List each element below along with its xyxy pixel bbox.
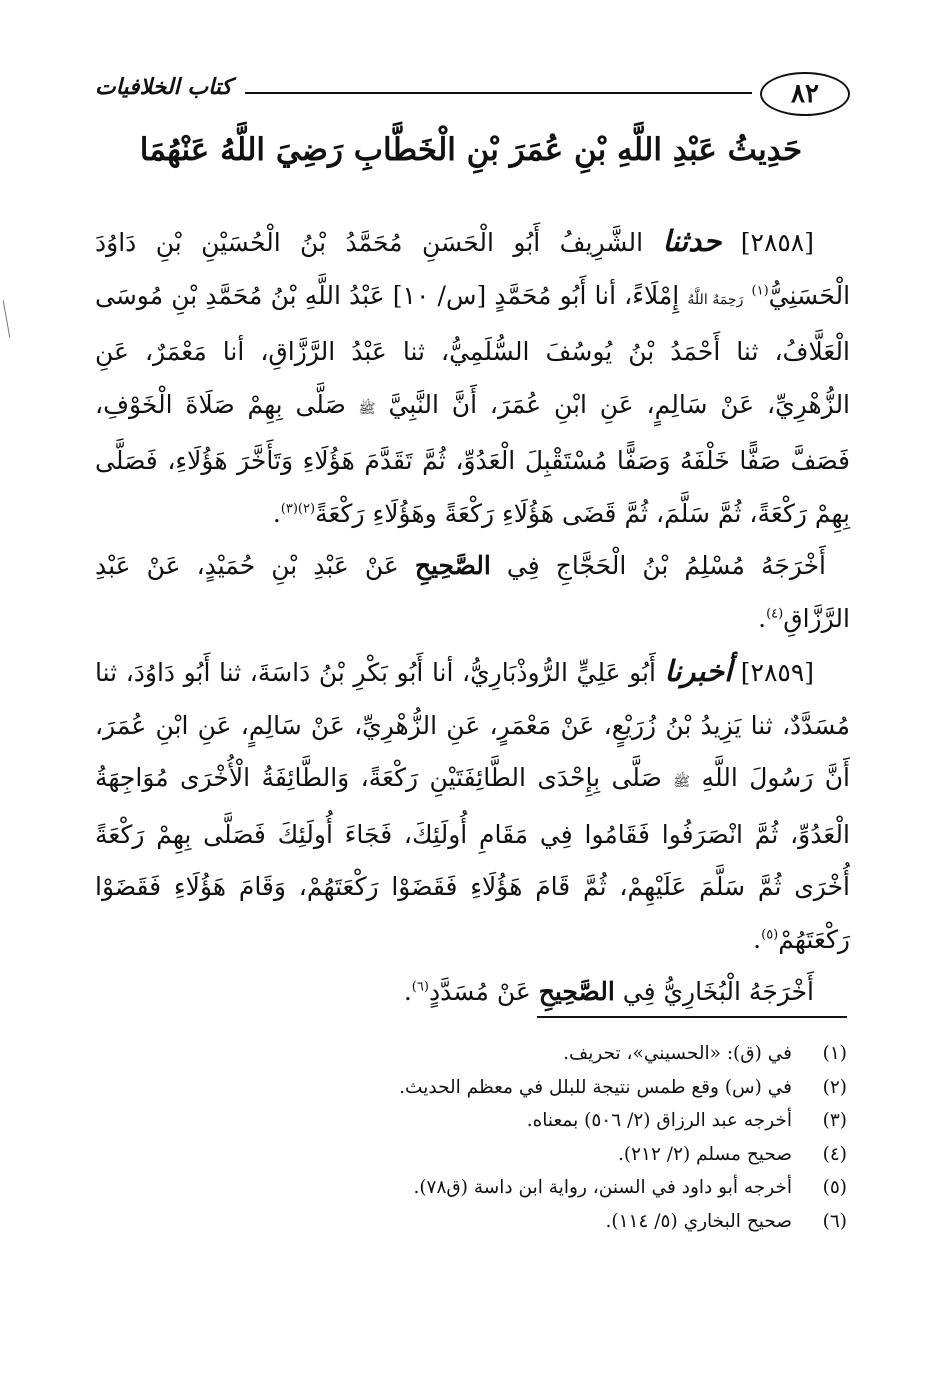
hadith-text: إِمْلَاءً، أنا أَبُو مُحَمَّدٍ [س/ ١٠] عَبْدُ اللَّهِ بْنُ مُحَمَّدِ بْنِ مُوسَى الْعَلَّافُ، ثنا أَحْمَدُ بْنُ يُوسُفَ السُّلَمِيُّ، ثنا عَبْدُ الرَّزَّاقِ، أنا مَعْمَرٌ، عَنِ الزُّهْرِيِّ، عَنْ سَالِمٍ، عَنِ ابْنِ عُمَرَ، أَنَّ النَّبِيَّ: [95, 280, 851, 419]
footnote-text: في (س) وقع طمس نتيجة للبلل في معظم الحديث.: [399, 1076, 792, 1098]
footnote-text: صحيح مسلم (٢/ ٢١٢).: [618, 1143, 792, 1165]
takhrij-text: أَخْرَجَهُ مُسْلِمُ بْنُ الْحَجَّاجِ فِي: [506, 551, 827, 580]
honorific: ﷺ: [673, 774, 691, 790]
hadith-2858: [95, 215, 850, 540]
footnote: [87, 1171, 847, 1205]
transmission-keyword: أخبرنا: [664, 654, 733, 688]
footnote-divider: [537, 1016, 847, 1018]
footnote-number: (٥): [822, 1177, 847, 1198]
takhrij-1: [95, 540, 850, 645]
footnote-text: أخرجه أبو داود في السنن، رواية ابن داسة (ق٧٨).: [413, 1177, 792, 1198]
punctuation: .: [272, 498, 281, 528]
footnote-text: في (ق): «الحسيني»، تحريف.: [563, 1043, 792, 1064]
footnote-number: (٣): [822, 1110, 847, 1131]
takhrij-text: عَنْ عَبْدِ بْنِ حُمَيْدٍ، عَنْ عَبْدِ الرَّزَّاقِ: [95, 551, 850, 633]
takhrij-text: عَنْ مُسَدَّدٍ: [428, 977, 531, 1006]
footnote: [87, 1138, 847, 1172]
main-text: [95, 215, 850, 1019]
footnote-ref: (٦): [411, 979, 429, 995]
footnote: [87, 1104, 847, 1138]
transmission-keyword: حدثنا: [662, 224, 722, 258]
punctuation: .: [758, 603, 767, 633]
page-header: [95, 70, 850, 114]
takhrij-text: أَخْرَجَهُ الْبُخَارِيُّ فِي: [622, 977, 814, 1006]
hadith-text: أَبُو عَلِيٍّ الرُّوذْبَارِيُّ، أنا أَبُو بَكْرِ بْنُ دَاسَةَ، ثنا أَبُو دَاوُدَ، ثنا مُسَدَّدٌ، ثنا يَزِيدُ بْنُ زُرَيْعٍ، عَنْ مَعْمَرٍ، عَنِ الزُّهْرِيِّ، عَنْ سَالِمٍ، عَنِ ابْنِ عُمَرَ، أَنَّ رَسُولَ اللَّهِ: [95, 658, 850, 792]
footnote: [87, 1205, 847, 1239]
footnote: [87, 1037, 847, 1071]
footnote-text: أخرجه عبد الرزاق (٢/ ٥٠٦) بمعناه.: [526, 1110, 792, 1131]
honorific: ﷺ: [358, 400, 376, 417]
footnote-number: (٢): [822, 1076, 847, 1098]
footnote-text: صحيح البخاري (٥/ ١١٤).: [605, 1210, 792, 1232]
book-title: كتاب الخلافيات: [95, 74, 232, 100]
hadith-number: [٢٨٥٩]: [740, 658, 815, 687]
hadith-number: [٢٨٥٨]: [740, 228, 814, 257]
hadith-text: صَلَّى بِإِحْدَى الطَّائِفَتَيْنِ رَكْعَةً، وَالطَّائِفَةُ الْأُخْرَى مُوَاجِهَةُ الْعَدُوِّ، ثُمَّ انْصَرَفُوا فَقَامُوا فِي مَقَامِ أُولَئِكَ، فَجَاءَ أُولَئِكَ فَصَلَّى بِهِمْ رَكْعَةً أُخْرَى ثُمَّ سَلَّمَ عَلَيْهِمْ، ثُمَّ قَامَ هَؤُلَاءِ فَقَضَوْا رَكْعَتَهُمْ، وَقَامَ هَؤُلَاءِ فَقَضَوْا رَكْعَتَهُمْ: [95, 763, 850, 954]
footnote-number: (١): [822, 1043, 847, 1064]
punctuation: .: [403, 977, 412, 1006]
source-name: الصَّحِيحِ: [414, 551, 491, 580]
footnote-number: (٦): [822, 1210, 847, 1232]
hadith-text: صَلَّى بِهِمْ صَلَاةَ الْخَوْفِ، فَصَفَّ صَفًّا خَلْفَهُ وَصَفًّا مُسْتَقْبِلَ الْعَدُوِّ، ثُمَّ تَقَدَّمَ هَؤُلَاءِ وَتَأَخَّرَ هَؤُلَاءِ، فَصَلَّى بِهِمْ رَكْعَةً، ثُمَّ سَلَّمَ، ثُمَّ قَضَى هَؤُلَاءِ رَكْعَةً وهَؤُلَاءِ رَكْعَةً: [95, 389, 850, 528]
footnote-number: (٤): [822, 1143, 847, 1165]
hadith-2859: [95, 645, 850, 966]
source-name: الصَّحِيحِ: [538, 977, 615, 1006]
hadith-text: الشَّرِيفُ أَبُو الْحَسَنِ مُحَمَّدُ بْنُ الْحُسَيْنِ بْنِ دَاوُدَ الْحَسَنِيُّ: [95, 228, 851, 310]
chapter-title: حَدِيثُ عَبْدِ اللَّهِ بْنِ عُمَرَ بْنِ الْخَطَّابِ رَضِيَ اللَّهُ عَنْهُمَا: [139, 132, 803, 168]
takhrij-2: [95, 966, 850, 1019]
punctuation: .: [753, 924, 762, 954]
footnote-ref: (٥): [761, 927, 779, 943]
margin-mark: [3, 300, 11, 338]
honorific: رَحِمَهُ اللَّهُ: [687, 291, 744, 308]
page-number: ٨٢: [760, 72, 850, 116]
footnote-ref: (١): [751, 283, 769, 299]
footnote-ref: (٤): [766, 606, 784, 622]
footnotes: [87, 1037, 847, 1238]
header-rule: [245, 92, 752, 94]
footnote: [87, 1071, 847, 1105]
footnote-ref: (٢)(٣): [280, 501, 316, 517]
